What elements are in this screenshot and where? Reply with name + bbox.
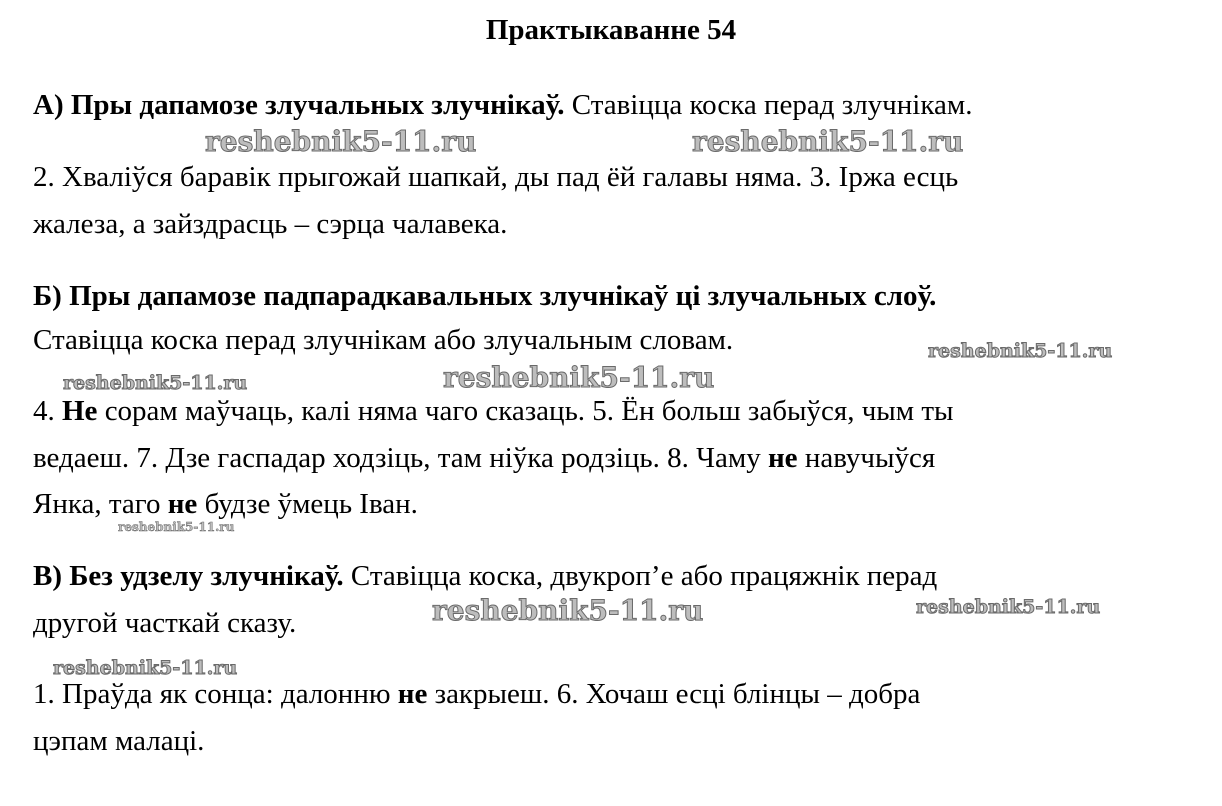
section-c-example-line-2: цэпам малаці.: [33, 725, 205, 757]
section-a-example-line-1: 2. Хваліўся баравік прыгожай шапкай, ды пад ёй галавы няма. 3. Іржа есць: [33, 161, 959, 193]
section-a-example-line-2: жалеза, а зайздрасць – сэрца чалавека.: [33, 208, 508, 240]
watermark: reshebnik5-11.ru: [928, 340, 1113, 362]
emphasis-ne: не: [167, 488, 198, 520]
section-c-rule-line-1: В) Без удзелу злучнікаў. Ставіцца коска, двукроп’е або працяжнік перад: [33, 560, 938, 592]
section-b-example-line-2: ведаеш. 7. Дзе гаспадар ходзіць, там ніўка родзіць. 8. Чаму не навучыўся: [33, 442, 936, 474]
emphasis-ne: не: [767, 442, 798, 474]
watermark: reshebnik5-11.ru: [118, 520, 235, 534]
section-b-example-line-1: 4. Не сорам маўчаць, калі няма чаго сказаць. 5. Ён больш забыўся, чым ты: [33, 395, 954, 427]
emphasis-ne: Не: [62, 395, 98, 427]
watermark: reshebnik5-11.ru: [916, 596, 1101, 618]
section-b-heading: Б) Пры дапамозе падпарадкавальных злучнікаў ці злучальных слоў.: [33, 280, 937, 312]
section-c-heading: В) Без удзелу злучнікаў.: [33, 560, 344, 592]
section-a-rule: Ставіцца коска перад злучнікам.: [564, 89, 973, 121]
watermark: reshebnik5-11.ru: [432, 594, 704, 627]
section-b-rule: Ставіцца коска перад злучнікам або злучальным словам.: [33, 324, 734, 356]
watermark: reshebnik5-11.ru: [443, 361, 715, 394]
section-b-example-line-3: Янка, таго не будзе ўмець Іван.: [33, 488, 418, 520]
section-c-rule-line-2: другой часткай сказу.: [33, 607, 297, 639]
emphasis-ne: не: [397, 678, 428, 710]
section-c-example-line-1: 1. Праўда як сонца: далонню не закрыеш. 6. Хочаш есці блінцы – добра: [33, 678, 921, 710]
watermark: reshebnik5-11.ru: [692, 125, 964, 158]
watermark: reshebnik5-11.ru: [63, 372, 248, 394]
section-a-rule-line: [33, 91, 972, 120]
page-title: Практыкаванне 54: [485, 14, 737, 46]
watermark: reshebnik5-11.ru: [205, 125, 477, 158]
watermark: reshebnik5-11.ru: [53, 657, 238, 679]
section-a-heading: А) Пры дапамозе злучальных злучнікаў.: [33, 89, 565, 121]
